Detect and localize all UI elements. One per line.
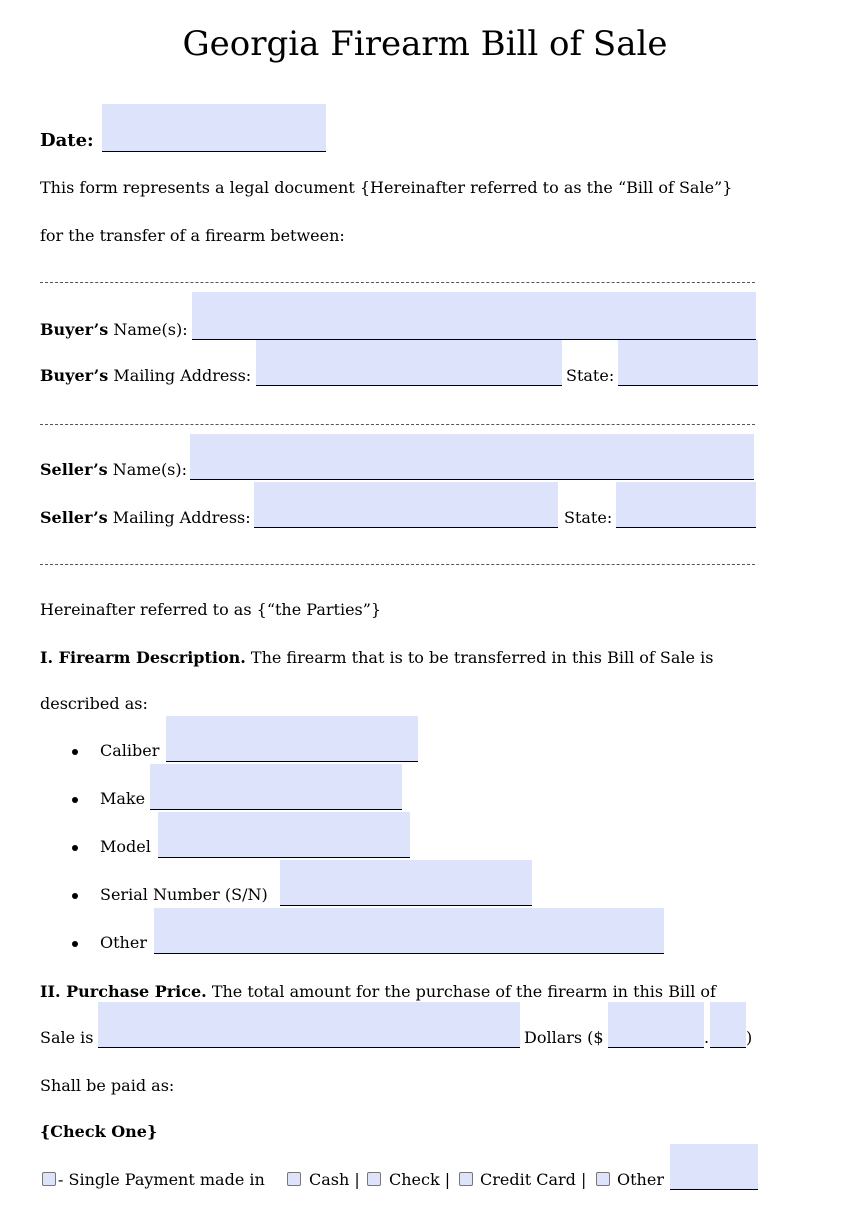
- seller-state-field[interactable]: [616, 482, 756, 528]
- buyer-name-label: Buyer’s Name(s):: [40, 320, 188, 339]
- dollars-label: Dollars ($: [524, 1028, 604, 1047]
- parties-text: Hereinafter referred to as {“the Parties”}: [40, 600, 382, 619]
- other-field[interactable]: [154, 908, 664, 954]
- caliber-field[interactable]: [166, 716, 418, 762]
- model-label: Model: [100, 837, 151, 856]
- seller-state-label: State:: [564, 508, 613, 527]
- seller-address-field[interactable]: [254, 482, 558, 528]
- other-payment-checkbox[interactable]: [596, 1172, 610, 1186]
- seller-address-label: Seller’s Mailing Address:: [40, 508, 251, 527]
- divider: [40, 424, 755, 425]
- section1-text2: described as:: [40, 694, 148, 713]
- buyer-address-label: Buyer’s Mailing Address:: [40, 366, 252, 385]
- intro-line-2: for the transfer of a firearm between:: [40, 226, 345, 245]
- bullet: [72, 941, 78, 947]
- bullet: [72, 893, 78, 899]
- close-paren: ): [746, 1028, 753, 1047]
- check-label: Check |: [389, 1170, 451, 1189]
- sale-is-label: Sale is: [40, 1028, 94, 1047]
- sale-amount-words-field[interactable]: [98, 1002, 520, 1048]
- seller-name-field[interactable]: [190, 434, 754, 480]
- date-field[interactable]: [102, 104, 326, 152]
- serial-number-field[interactable]: [280, 860, 532, 906]
- other-label: Other: [100, 933, 147, 952]
- single-payment-checkbox[interactable]: [42, 1172, 56, 1186]
- credit-card-label: Credit Card |: [480, 1170, 587, 1189]
- decimal-point: .: [704, 1028, 710, 1047]
- section1-paragraph: I. Firearm Description. The firearm that is to be transferred in this Bill of Sale is: [40, 648, 714, 667]
- buyer-address-field[interactable]: [256, 340, 562, 386]
- serial-number-label: Serial Number (S/N): [100, 885, 268, 904]
- model-field[interactable]: [158, 812, 410, 858]
- check-checkbox[interactable]: [367, 1172, 381, 1186]
- buyer-state-field[interactable]: [618, 340, 758, 386]
- other-payment-label: Other: [617, 1170, 664, 1189]
- buyer-state-label: State:: [566, 366, 615, 385]
- other-payment-field[interactable]: [670, 1144, 758, 1190]
- make-label: Make: [100, 789, 146, 808]
- credit-card-checkbox[interactable]: [459, 1172, 473, 1186]
- make-field[interactable]: [150, 764, 402, 810]
- cents-field[interactable]: [710, 1002, 746, 1048]
- bullet: [72, 797, 78, 803]
- caliber-label: Caliber: [100, 741, 160, 760]
- check-one-label: {Check One}: [40, 1122, 158, 1141]
- cash-checkbox[interactable]: [287, 1172, 301, 1186]
- page-title: Georgia Firearm Bill of Sale: [182, 24, 668, 64]
- intro-line-1: This form represents a legal document {Hereinafter referred to as the “Bill of Sale”}: [40, 178, 733, 197]
- paid-as-label: Shall be paid as:: [40, 1076, 175, 1095]
- divider: [40, 282, 755, 283]
- single-payment-label: - Single Payment made in: [58, 1170, 265, 1189]
- buyer-name-field[interactable]: [192, 292, 756, 340]
- seller-name-label: Seller’s Name(s):: [40, 460, 188, 479]
- divider: [40, 564, 755, 565]
- dollars-field[interactable]: [608, 1002, 704, 1048]
- bullet: [72, 845, 78, 851]
- bullet: [72, 749, 78, 755]
- cash-label: Cash |: [309, 1170, 360, 1189]
- section2-paragraph: II. Purchase Price. The total amount for the purchase of the firearm in this Bill of: [40, 982, 716, 1001]
- date-label: Date:: [40, 130, 94, 151]
